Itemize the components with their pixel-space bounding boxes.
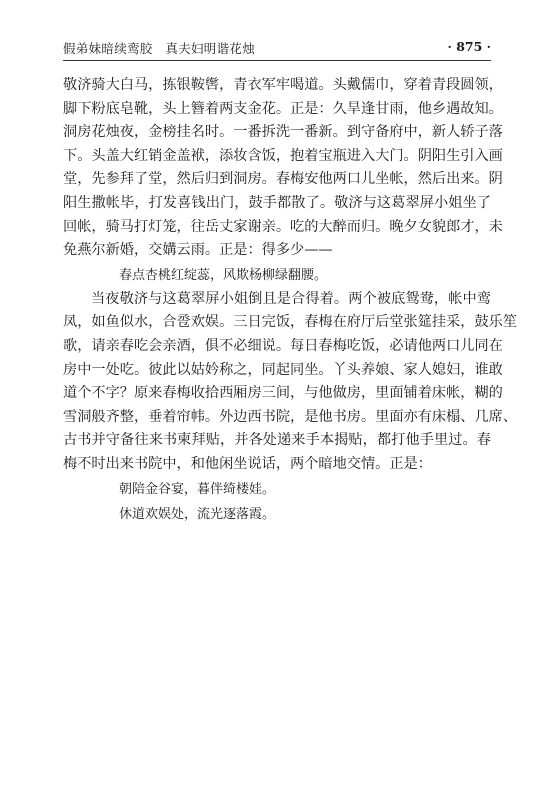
paragraph-2-line: 古书并守备往来书柬拜贴，并各处递来手本揭贴，都打他手里过。春 — [63, 432, 491, 449]
page-number: · 875 · — [447, 39, 491, 54]
paragraph-1-line: 免燕尔新婚，交媾云雨。正是：得多少—— — [63, 242, 333, 259]
paragraph-2-line: 梅不时出来书院中，和他闲坐说话，两个暗地交情。正是： — [63, 455, 432, 472]
poem-line: 休道欢娱处，流光逐落霞。 — [119, 506, 276, 522]
paragraph-1-line: 脚下粉底皂靴，头上簪着两支金花。正是：久旱逢甘雨，他乡遇故知。 — [63, 100, 503, 117]
chapter-title: 假弟妹暗续鸾胶 真夫妇明谐花烛 — [63, 41, 256, 56]
paragraph-1-line: 堂，先参拜了堂，然后归到洞房。春梅安他两口儿坐帐，然后出来。阴 — [63, 171, 503, 188]
paragraph-2-line: 道个不字？原来春梅收拾西厢房三间，与他做房，里面铺着床帐，糊的 — [63, 385, 503, 402]
paragraph-2-line: 凤，如鱼似水，合卺欢娱。三日完饭，春梅在府厅后堂张筵挂采，鼓乐笙 — [63, 314, 518, 331]
paragraph-1-line: 回帐，骑马打灯笼，往岳丈家谢亲。吃的大醉而归。晚夕女貌郎才，未 — [63, 218, 503, 235]
paragraph-1-line: 洞房花烛夜，金榜挂名时。一番拆洗一番新。到守备府中，新人轿子落 — [63, 124, 503, 141]
poem-line: 春点杏桃红绽蕊，风欺杨柳绿翻腰。 — [119, 267, 328, 283]
body-text — [63, 74, 518, 527]
paragraph-2-line: 雪洞般齐整，垂着帘帏。外边西书院，是他书房。里面亦有床榻、几席、 — [63, 408, 518, 425]
running-header — [63, 36, 491, 61]
paragraph-2-line: 歌，请亲春吃会亲酒，俱不必细说。每日春梅吃饭，必请他两口儿同在 — [63, 337, 503, 354]
poem-line: 朝陪金谷宴，暮伴绮楼娃。 — [119, 481, 276, 497]
paragraph-1-line: 阳生撒帐毕，打发喜钱出门，鼓手都散了。敬济与这葛翠屏小姐坐了 — [63, 194, 491, 211]
paragraph-2-line: 当夜敬济与这葛翠屏小姐倒且是合得着。两个被底鸳鸯，帐中鸾 — [91, 290, 491, 307]
paragraph-2-line: 房中一处吃。彼此以姑妗称之，同起同坐。丫头养娘、家人媳妇，谁敢 — [63, 361, 503, 378]
paragraph-1-line: 敬济骑大白马，拣银鞍辔，青衣军牢喝道。头戴儒巾，穿着青段圆领， — [63, 77, 503, 93]
paragraph-1-line: 下。头盖大红销金盖袱，添妆含饭，抱着宝瓶进入大门。阴阳生引入画 — [63, 147, 503, 164]
